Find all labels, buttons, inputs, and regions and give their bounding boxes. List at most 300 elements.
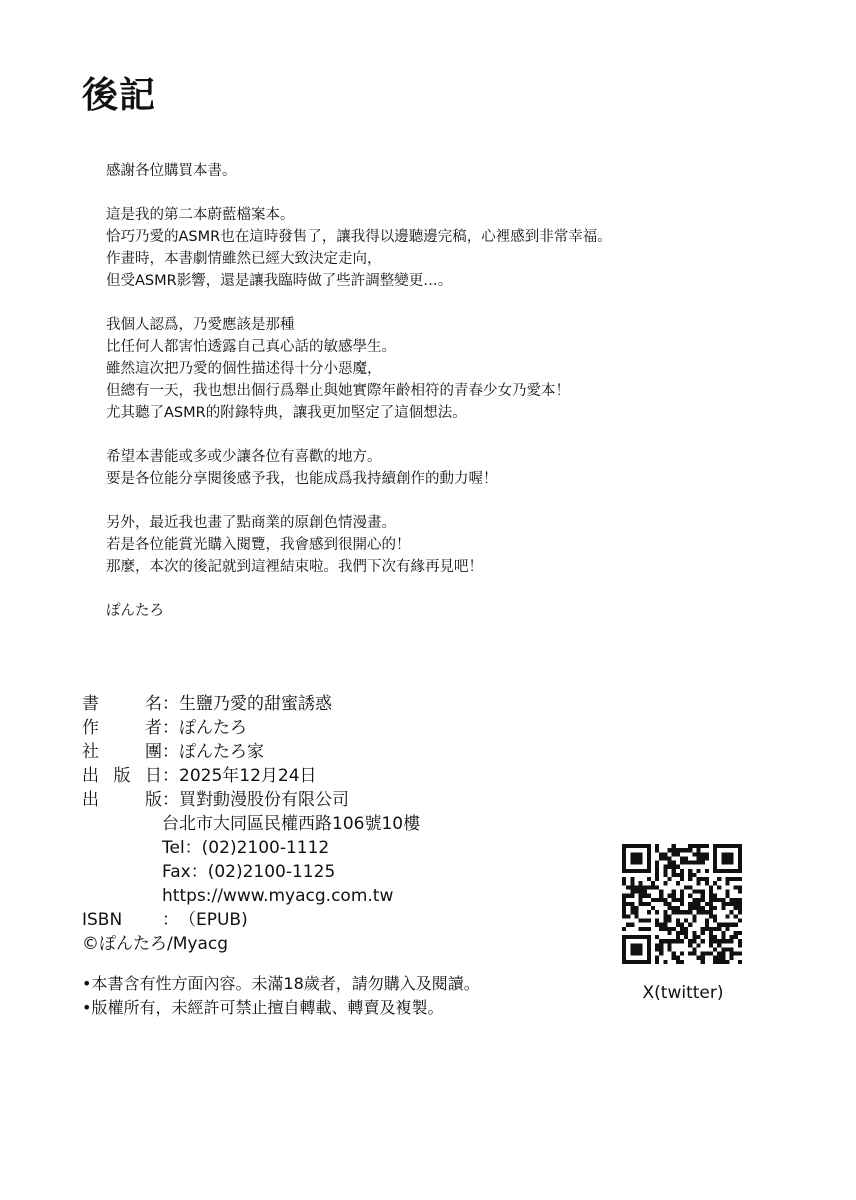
qr-module (643, 902, 647, 906)
qr-module (672, 852, 676, 856)
qr-module (672, 869, 676, 873)
qr-module (705, 923, 709, 927)
qr-module (730, 935, 734, 939)
colophon-colon: ： (162, 910, 179, 930)
colophon-row-publisher (82, 788, 420, 812)
qr-module (655, 956, 659, 960)
qr-module (672, 952, 676, 956)
qr-module (709, 952, 713, 956)
qr-module (713, 894, 717, 898)
qr-module (705, 869, 709, 873)
qr-module (639, 902, 643, 906)
qr-module (738, 902, 742, 906)
qr-module (622, 914, 626, 918)
qr-module (738, 931, 742, 935)
qr-module (692, 852, 696, 856)
qr-module (680, 910, 684, 914)
qr-module (668, 918, 672, 922)
qr-module (622, 894, 626, 898)
qr-module (738, 960, 742, 964)
qr-module (705, 844, 709, 848)
qr-module (655, 935, 659, 939)
qr-module (696, 848, 700, 852)
afterword-line: 雖然這次把乃愛的個性描述得十分小惡魔， (106, 361, 382, 377)
qr-module (734, 923, 738, 927)
qr-module (730, 956, 734, 960)
qr-module (676, 960, 680, 964)
afterword-line: 要是各位能分享閱後感予我，也能成爲我持續創作的動力喔！ (106, 471, 498, 487)
qr-module (730, 939, 734, 943)
qr-module (713, 906, 717, 910)
afterword-paragraph-4 (106, 446, 806, 490)
qr-module (738, 898, 742, 902)
qr-module (634, 906, 638, 910)
qr-module (647, 894, 651, 898)
colophon-row-isbn (82, 908, 420, 932)
qr-module (688, 902, 692, 906)
qr-module (684, 885, 688, 889)
qr-module (725, 894, 729, 898)
qr-module (717, 927, 721, 931)
colophon-label: ISBN (82, 910, 123, 930)
qr-module (688, 844, 692, 848)
qr-module (634, 885, 638, 889)
qr-module (738, 939, 742, 943)
qr-module (684, 848, 688, 852)
qr-module (738, 910, 742, 914)
qr-module (717, 939, 721, 943)
publisher-tel: Tel：(02)2100-1112 (162, 838, 330, 858)
qr-module (738, 952, 742, 956)
qr-module (622, 910, 626, 914)
qr-module (713, 935, 717, 939)
qr-module (696, 935, 700, 939)
qr-module (676, 873, 680, 877)
qr-module (643, 885, 647, 889)
qr-module (676, 918, 680, 922)
qr-module (713, 927, 717, 931)
qr-module (680, 931, 684, 935)
author-value: ぽんたろ (179, 718, 247, 738)
qr-module (647, 910, 651, 914)
qr-module (639, 885, 643, 889)
qr-module (663, 856, 667, 860)
afterword-paragraph-5 (106, 512, 806, 578)
qr-module (730, 902, 734, 906)
qr-module (705, 902, 709, 906)
qr-module (668, 927, 672, 931)
qr-module (622, 869, 651, 873)
qr-module (655, 943, 659, 947)
qr-module (692, 890, 696, 894)
qr-module (647, 844, 651, 873)
qr-module (688, 906, 692, 910)
qr-module (701, 890, 705, 894)
qr-module (668, 939, 672, 943)
qr-module (676, 906, 680, 910)
qr-module (705, 918, 709, 922)
qr-module (622, 881, 626, 885)
qr-module (684, 861, 688, 865)
qr-module (663, 918, 667, 922)
qr-module (622, 960, 651, 964)
qr-module (647, 935, 651, 964)
qr-module (668, 914, 672, 918)
afterword-paragraph-3 (106, 314, 806, 424)
qr-module (725, 960, 729, 964)
qr-module (734, 877, 738, 881)
qr-module (668, 931, 672, 935)
afterword-line: 尤其聽了ASMR的附錄特典，讓我更加堅定了這個想法。 (106, 405, 467, 421)
qr-module (692, 914, 696, 918)
qr-module (738, 918, 742, 922)
publisher-website: https://www.myacg.com.tw (162, 886, 394, 906)
qr-module (709, 906, 713, 910)
qr-module (680, 902, 684, 906)
qr-module (651, 885, 655, 889)
qr-module (659, 890, 663, 894)
qr-module (684, 918, 688, 922)
qr-module (713, 914, 717, 918)
qr-module (659, 856, 663, 860)
qr-module (696, 856, 700, 860)
qr-module (622, 844, 651, 848)
qr-module (672, 848, 676, 852)
qr-module (626, 885, 630, 889)
qr-module (692, 906, 696, 910)
qr-module (688, 885, 692, 889)
qr-module (668, 902, 672, 906)
qr-module (696, 881, 700, 885)
qr-module (626, 894, 630, 898)
qr-module (696, 902, 700, 906)
qr-module (713, 881, 717, 885)
qr-module (701, 939, 705, 943)
qr-module (634, 890, 638, 894)
qr-module (705, 877, 709, 881)
afterword-line: 我個人認爲，乃愛應該是那種 (106, 317, 295, 333)
qr-module (639, 898, 643, 902)
qr-module (734, 885, 738, 889)
qr-module (647, 902, 651, 906)
qr-module (676, 865, 680, 869)
qr-module (680, 890, 684, 894)
qr-module (688, 943, 692, 947)
qr-module (692, 873, 696, 877)
qr-module (672, 894, 676, 898)
colophon-colon: ： (162, 742, 179, 762)
age-restriction-note: •本書含有性方面內容。未滿18歲者，請勿購入及閱讀。 (82, 974, 480, 993)
qr-module (705, 952, 709, 956)
qr-module (688, 877, 692, 881)
qr-module (663, 881, 667, 885)
qr-module (688, 939, 692, 943)
qr-module (630, 943, 642, 955)
qr-module (709, 927, 713, 931)
qr-module (639, 918, 643, 922)
qr-module (647, 885, 651, 889)
qr-module (626, 923, 630, 927)
qr-module (713, 947, 717, 951)
qr-module (639, 894, 643, 898)
qr-module (696, 861, 700, 865)
qr-module (709, 894, 713, 898)
qr-module (659, 952, 663, 956)
qr-module (659, 927, 663, 931)
qr-module (622, 935, 651, 939)
qr-module (734, 952, 738, 956)
qr-module (713, 869, 742, 873)
qr-module (721, 952, 725, 956)
qr-module (709, 910, 713, 914)
qr-module (680, 960, 684, 964)
qr-module (721, 956, 725, 960)
qr-module (676, 848, 680, 852)
qr-module (709, 943, 713, 947)
colophon-row-title (82, 692, 420, 716)
qr-module (721, 923, 725, 927)
qr-module (684, 931, 688, 935)
qr-module (696, 906, 700, 910)
qr-module (680, 923, 684, 927)
qr-module (663, 873, 667, 877)
qr-module (688, 869, 692, 873)
qr-module (647, 877, 651, 881)
afterword-line: 這是我的第二本蔚藍檔案本。 (106, 207, 295, 223)
qr-module (684, 935, 688, 939)
qr-module (663, 910, 667, 914)
qr-module (688, 910, 692, 914)
qr-module (659, 894, 663, 898)
qr-module (721, 902, 725, 906)
qr-module (692, 947, 696, 951)
qr-module (630, 890, 634, 894)
qr-module (696, 877, 700, 881)
afterword-paragraph-1 (106, 160, 806, 182)
qr-module (688, 894, 692, 898)
qr-module (717, 923, 721, 927)
qr-module (692, 931, 696, 935)
qr-module (663, 939, 667, 943)
qr-module (701, 931, 705, 935)
qr-module (730, 898, 734, 902)
qr-module (730, 877, 734, 881)
qr-module (680, 939, 684, 943)
qr-module (696, 869, 700, 873)
afterword-line: 但受ASMR影響，還是讓我臨時做了些許調整變更…。 (106, 273, 453, 289)
qr-module (688, 861, 692, 865)
qr-module (622, 935, 626, 964)
qr-module (701, 894, 705, 898)
qr-module (639, 927, 643, 931)
qr-module (696, 844, 700, 848)
qr-module (713, 844, 742, 848)
qr-module (705, 927, 709, 931)
qr-module (717, 885, 721, 889)
qr-module (721, 960, 725, 964)
qr-module (713, 918, 717, 922)
qr-module (692, 935, 696, 939)
qr-module (622, 902, 626, 906)
qr-module (672, 956, 676, 960)
qr-module (659, 898, 663, 902)
qr-module (651, 881, 655, 885)
qr-module (713, 956, 717, 960)
qr-module (676, 931, 680, 935)
afterword-line: 那麼，本次的後記就到這裡結束啦。我們下次有緣再見吧！ (106, 559, 483, 575)
qr-module (721, 935, 725, 939)
qr-module (684, 856, 688, 860)
qr-module (663, 869, 667, 873)
qr-module (655, 910, 659, 914)
qr-module (672, 898, 676, 902)
qr-module (668, 861, 672, 865)
colophon (82, 692, 420, 956)
qr-module (647, 927, 651, 931)
qr-module (639, 890, 643, 894)
qr-module (622, 877, 626, 881)
qr-module (651, 898, 655, 902)
qr-module (655, 960, 659, 964)
qr-module (696, 890, 700, 894)
qr-module (725, 914, 729, 918)
legal-notes (82, 972, 480, 1020)
qr-module (692, 918, 696, 922)
qr-module (688, 952, 692, 956)
qr-module (713, 939, 717, 943)
qr-module (709, 931, 713, 935)
qr-module (680, 952, 684, 956)
colophon-row-circle (82, 740, 420, 764)
qr-module (692, 952, 696, 956)
qr-module (701, 910, 705, 914)
qr-module (717, 952, 721, 956)
qr-module (655, 947, 659, 951)
qr-module (643, 918, 647, 922)
qr-module (734, 902, 738, 906)
qr-module (643, 890, 647, 894)
qr-module (692, 898, 696, 902)
qr-module (701, 956, 705, 960)
qr-module (709, 935, 713, 939)
qr-caption: X(twitter) (642, 983, 724, 1003)
qr-block (622, 844, 744, 1004)
qr-module (738, 890, 742, 894)
afterword-line: 恰巧乃愛的ASMR也在這時發售了，讓我得以邊聽邊完稿，心裡感到非常幸福。 (106, 229, 612, 245)
qr-module (709, 898, 713, 902)
qr-module (622, 906, 626, 910)
colophon-row-date (82, 764, 420, 788)
qr-module (721, 906, 725, 910)
qr-module (738, 943, 742, 947)
qr-module (730, 910, 734, 914)
qr-module (734, 931, 738, 935)
qr-module (655, 848, 659, 852)
qr-module (713, 844, 717, 873)
qr-module (738, 844, 742, 873)
publisher-address: 台北市大同區民權西路106號10樓 (162, 814, 421, 834)
qr-module (725, 877, 729, 881)
qr-module (630, 906, 634, 910)
colophon-colon: ： (162, 790, 179, 810)
qr-module (655, 885, 659, 889)
qr-code-icon[interactable] (622, 844, 742, 964)
qr-module (713, 960, 717, 964)
qr-module (655, 873, 659, 877)
qr-module (738, 906, 742, 910)
qr-module (705, 852, 709, 856)
qr-module (626, 914, 630, 918)
qr-module (655, 865, 659, 869)
qr-module (622, 898, 626, 902)
afterword-line: 比任何人都害怕透露自己真心話的敏感學生。 (106, 339, 396, 355)
qr-module (630, 852, 642, 864)
qr-module (655, 923, 659, 927)
qr-module (721, 898, 725, 902)
qr-module (639, 881, 643, 885)
afterword-line: 感謝各位購買本書。 (106, 163, 237, 179)
qr-module (676, 881, 680, 885)
qr-module (734, 935, 738, 939)
qr-module (692, 939, 696, 943)
qr-module (717, 898, 721, 902)
afterword-line: 若是各位能賞光購入閱覽，我會感到很開心的！ (106, 537, 411, 553)
publisher-fax: Fax：(02)2100-1125 (162, 862, 336, 882)
qr-module (668, 894, 672, 898)
qr-module (709, 890, 713, 894)
qr-module (738, 877, 742, 881)
qr-module (634, 914, 638, 918)
qr-module (663, 927, 667, 931)
qr-module (672, 861, 676, 865)
qr-module (717, 956, 721, 960)
qr-module (725, 939, 729, 943)
colophon-label: 出 版 (82, 790, 162, 810)
qr-module (630, 894, 634, 898)
qr-module (676, 898, 680, 902)
qr-module (680, 873, 684, 877)
qr-module (717, 877, 721, 881)
qr-module (717, 943, 721, 947)
qr-module (668, 947, 672, 951)
qr-module (672, 939, 676, 943)
qr-module (647, 918, 651, 922)
qr-module (696, 910, 700, 914)
qr-module (721, 947, 725, 951)
qr-module (630, 910, 634, 914)
qr-module (701, 856, 705, 860)
qr-module (622, 927, 626, 931)
book-title-value: 生鹽乃愛的甜蜜誘惑 (179, 694, 332, 714)
qr-module (725, 923, 729, 927)
qr-module (680, 927, 684, 931)
qr-module (701, 952, 705, 956)
qr-module (676, 910, 680, 914)
qr-module (630, 923, 634, 927)
qr-module (630, 877, 634, 881)
colophon-label: 社 團 (82, 742, 162, 762)
colophon-label: 出版日 (82, 766, 162, 786)
qr-module (680, 869, 684, 873)
qr-module (696, 852, 700, 856)
qr-module (680, 877, 684, 881)
qr-module (676, 939, 680, 943)
qr-module (725, 947, 729, 951)
qr-module (701, 960, 705, 964)
afterword-paragraph-2 (106, 204, 806, 292)
qr-module (696, 943, 700, 947)
qr-module (734, 906, 738, 910)
